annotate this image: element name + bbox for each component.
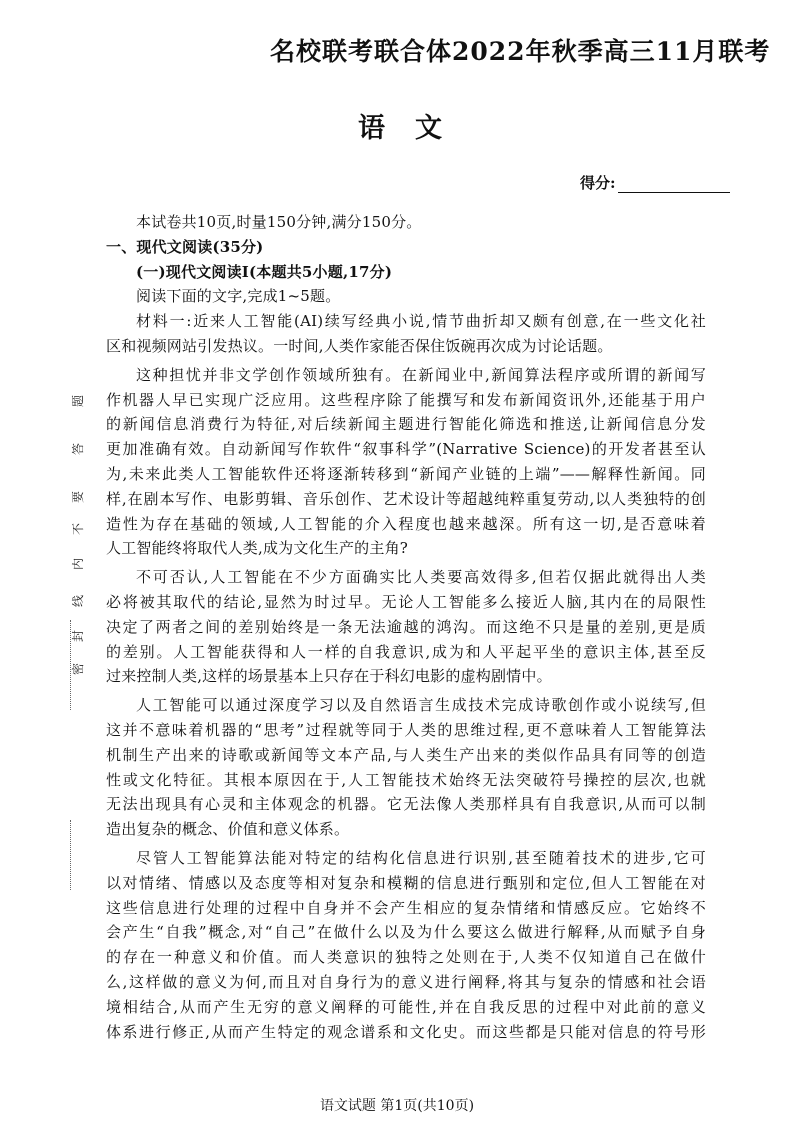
text-line: 为,未来此类人工智能软件还将逐渐转移到“新闻产业链的上端”——解释性新闻。同 bbox=[106, 464, 706, 483]
text-line: 人工智能终将取代人类,成为文化生产的主角? bbox=[106, 539, 409, 558]
binding-margin bbox=[68, 395, 88, 795]
score-field bbox=[580, 172, 730, 193]
text-line: 的存在一种意义和价值。而人类意识的独特之处则在于,人类不仅知道自己在做什 bbox=[106, 948, 706, 967]
text-line: 尽管人工智能算法能对特定的结构化信息进行识别,甚至随着技术的进步,它可 bbox=[136, 848, 706, 867]
text-line: 这种担忧并非文学创作领域所独有。在新闻业中,新闻算法程序或所谓的新闻写 bbox=[136, 365, 706, 384]
text-line: 这些信息进行处理的过程中自身并不会产生相应的复杂情绪和情感反应。它始终不 bbox=[106, 898, 706, 917]
seal-char: 内 bbox=[71, 557, 86, 571]
reading-instruction: 阅读下面的文字,完成1~5题。 bbox=[136, 287, 341, 306]
text-line: 境相结合,从而产生无穷的意义阐释的可能性,并在自我反思的过程中对此前的意义 bbox=[106, 997, 706, 1016]
text-line: 作机器人早已实现广泛应用。这些程序除了能撰写和发布新闻资讯外,还能基于用户 bbox=[106, 390, 706, 409]
text-line: 过来控制人类,这样的场景基本上只存在于科幻电影的虚构剧情中。 bbox=[106, 667, 552, 686]
subject-title: 语文 bbox=[358, 113, 472, 144]
text-line: 的差别。人工智能获得和人一样的自我意识,成为和人平起平坐的意识主体,甚至反 bbox=[106, 642, 706, 661]
subsection-heading: (一)现代文阅读Ⅰ(本题共5小题,17分) bbox=[136, 262, 393, 281]
text-line: 不可否认,人工智能在不少方面确实比人类要高效得多,但若仅据此就得出人类 bbox=[136, 568, 706, 587]
seal-char: 不 bbox=[71, 522, 86, 536]
text-line: 的新闻信息消费行为特征,对后续新闻主题进行智能化筛选和推送,让新闻信息分发 bbox=[106, 415, 706, 434]
text-line: 这并不意味着机器的“思考”过程就等同于人类的思维过程,更不意味着人工智能算法 bbox=[106, 720, 706, 739]
seal-char: 要 bbox=[71, 490, 86, 504]
text-line: 性或文化特征。其根本原因在于,人工智能技术始终无法突破符号操控的层次,也就 bbox=[106, 770, 706, 789]
section-heading: 一、现代文阅读(35分) bbox=[106, 237, 264, 256]
seal-char: 密 bbox=[71, 662, 86, 676]
seal-dotted-line bbox=[70, 620, 72, 710]
text-line: 体系进行修正,从而产生特定的观念谱系和文化史。而这些都是只能对信息的符号形 bbox=[106, 1022, 706, 1041]
score-label: 得分: bbox=[580, 174, 616, 192]
text-line: 人工智能可以通过深度学习以及自然语言生成技术完成诗歌创作或小说续写,但 bbox=[136, 696, 706, 715]
page-footer: 语文试题 第1页(共10页) bbox=[319, 1098, 475, 1114]
text-line: 造出复杂的概念、价值和意义体系。 bbox=[106, 820, 350, 839]
text-line: 必将被其取代的结论,显然为时过早。无论人工智能多么接近人脑,其内在的局限性 bbox=[106, 592, 706, 611]
seal-dotted-line bbox=[70, 820, 72, 890]
text-line: 决定了两者之间的差别始终是一条无法逾越的鸿沟。而这绝不只是量的差别,更是质 bbox=[106, 617, 706, 636]
text-line: 样,在剧本写作、电影剪辑、音乐创作、艺术设计等超越纯粹重复劳动,以人类独特的创 bbox=[106, 489, 706, 508]
text-line: 材料一:近来人工智能(AI)续写经典小说,情节曲折却又颇有创意,在一些文化社 bbox=[136, 312, 706, 331]
exam-body bbox=[106, 210, 706, 1044]
seal-char: 线 bbox=[71, 594, 86, 608]
text-line: 区和视频网站引发热议。一时间,人类作家能否保住饭碗再次成为讨论话题。 bbox=[106, 336, 613, 355]
text-line: 机制生产出来的诗歌或新闻等文本产品,与人类生产出来的类似作品具有同等的创造 bbox=[106, 745, 706, 764]
text-line: 更加准确有效。自动新闻写作软件“叙事科学”(Narrative Science)的开发者甚至认 bbox=[106, 440, 706, 459]
seal-char: 题 bbox=[71, 394, 86, 408]
text-line: 无法出现具有心灵和主体观念的机器。它无法像人类那样具有自我意识,从而可以制 bbox=[106, 795, 706, 814]
text-line: 造性为存在基础的领域,人工智能的介入程度也越来越深。所有这一切,是否意味着 bbox=[106, 514, 706, 533]
seal-char: 答 bbox=[71, 442, 86, 456]
text-line: 会产生“自我”概念,对“自己”在做什么以及为什么要这么做进行解释,从而赋予自身 bbox=[106, 923, 706, 942]
text-line: 么,这样做的意义为何,而且对自身行为的意义进行阐释,将其与复杂的情感和社会语 bbox=[106, 972, 706, 991]
exam-title: 名校联考联合体2022年秋季高三11月联考 bbox=[270, 37, 771, 66]
instructions: 本试卷共10页,时量150分钟,满分150分。 bbox=[136, 213, 422, 231]
seal-char: 封 bbox=[71, 629, 86, 643]
text-line: 以对情绪、情感以及态度等相对复杂和模糊的信息进行甄别和定位,但人工智能在对 bbox=[106, 873, 706, 892]
score-blank bbox=[618, 178, 730, 193]
